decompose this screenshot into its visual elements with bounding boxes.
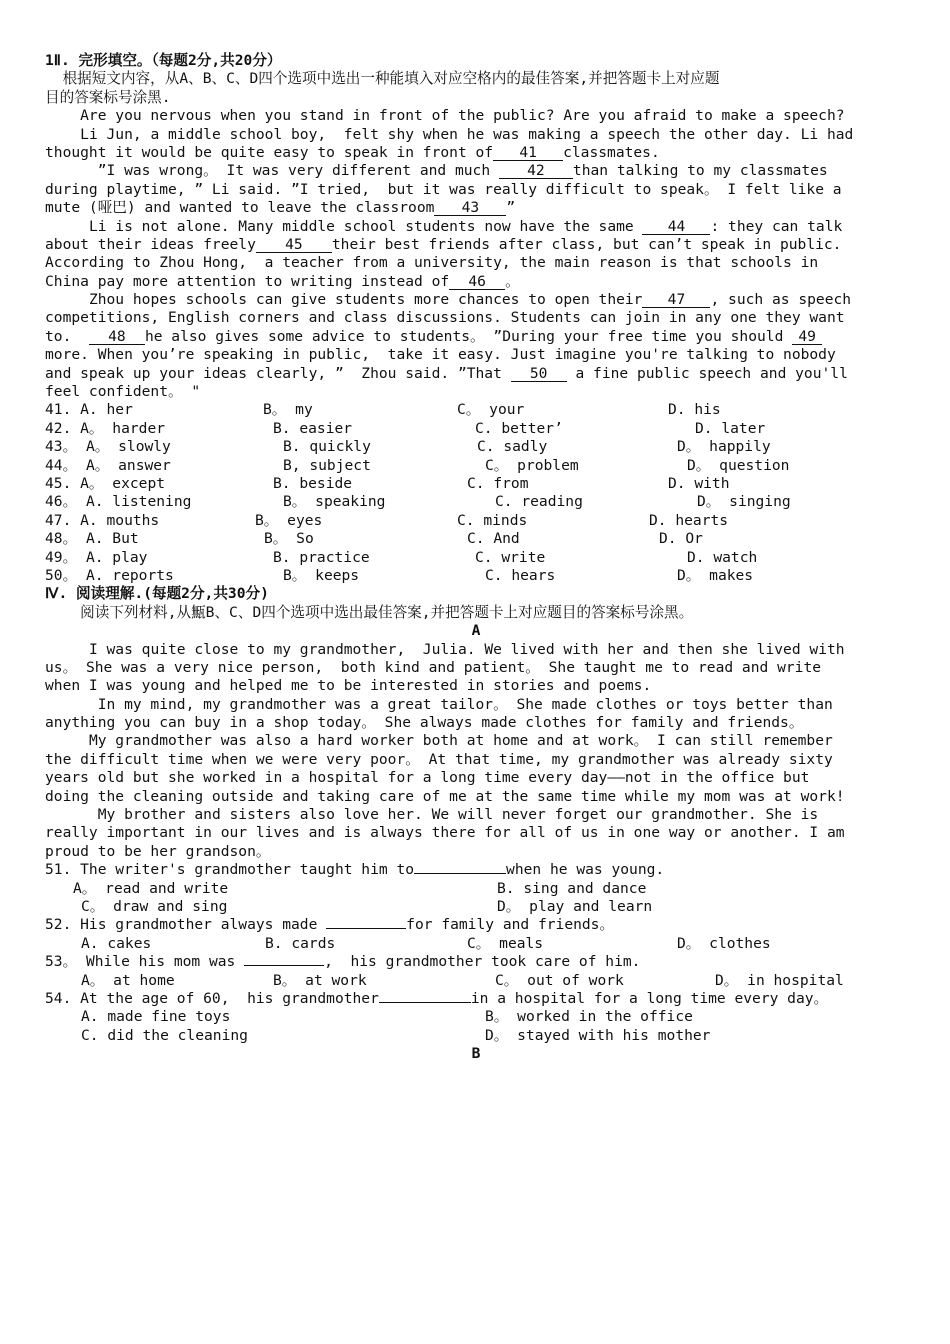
cloze-paragraph-4-line-2: about their ideas freely 45 their best friends after class, but can’t speak in public.: [45, 235, 842, 253]
passage-a-para-4-line-1: My brother and sisters also love her. We will never forget our grandmother. She is: [97, 806, 819, 824]
reading-heading: Ⅳ. 阅读理解.(每题2分,共30分): [45, 585, 269, 603]
passage-a-para-4-line-3: proud to be her grandson。: [45, 842, 271, 860]
passage-a-para-1-line-2: us。 She was a very nice person, both kind and patient。 She taught me to read and write: [45, 658, 822, 676]
passage-a-para-1-line-3: when I was young and helped me to be interested in stories and poems.: [45, 677, 652, 695]
exam-page: [45, 52, 907, 1063]
cloze-paragraph-4-line-4: China pay more attention to writing instead of 46 。: [45, 272, 520, 290]
cloze-paragraph-3-line-2: during playtime, ” Li said. ”I tried, but it was really difficult to speak。 I felt like a: [45, 180, 842, 198]
blank-43: 43: [434, 200, 506, 216]
cloze-paragraph-5-line-4: more. When you’re speaking in public, take it easy. Just imagine you're talking to nobody: [45, 346, 836, 364]
question-54: 54. At the age of 60, his grandmother in a hospital for a long time every day。: [45, 989, 829, 1007]
question-51: 51. The writer's grandmother taught him to when he was young.: [45, 861, 665, 879]
cloze-paragraph-3-line-3: mute (哑巴) and wanted to leave the classroom 43 ”: [45, 199, 516, 217]
section-a-label: A: [471, 622, 481, 640]
cloze-paragraph-5-line-1: Zhou hopes schools can give students more chances to open their 47 , such as speech: [88, 291, 852, 309]
passage-a-para-3-line-2: the difficult time when we were very poor。 At that time, my grandmother was already sixty: [45, 750, 833, 768]
reading-instruction: 阅读下列材料,从甒B、C、D四个选项中选出最佳答案,并把答题卡上对应题目的答案标号涂黑。: [45, 603, 694, 621]
option-row-50: 50。 A. reports B。 keeps C. hears D。 makes: [45, 566, 754, 584]
question-54-options-row-2: C. did the cleaning D。 stayed with his mother: [81, 1026, 711, 1044]
question-54-options-row-1: A. made fine toys B。 worked in the office: [81, 1008, 693, 1026]
cloze-paragraph-5-line-6: feel confident。 ": [45, 383, 201, 401]
option-row-49: 49。 A. play B. practice C. write D. watch: [45, 548, 758, 566]
blank-50: 50: [511, 366, 567, 382]
option-row-46: 46。 A. listening B。 speaking C. reading D。 singing: [45, 493, 791, 511]
option-row-42: 42. A。 harder B. easier C. better’ D. later: [45, 419, 766, 437]
blank-51: [414, 873, 506, 874]
blank-46: 46: [449, 274, 505, 290]
cloze-paragraph-2-line-1: Li Jun, a middle school boy, felt shy when he was making a speech the other day. Li had: [80, 125, 854, 143]
blank-52: [326, 928, 406, 929]
option-row-45: 45. A。 except B. beside C. from D. with: [45, 474, 730, 492]
blank-49: 49: [792, 329, 822, 345]
option-row-41: 41. A. her B。 my C。 your D. his: [45, 401, 721, 419]
blank-54: [379, 1002, 471, 1003]
cloze-heading: 1Ⅱ. 完形填空。（每题2分,共20分）: [45, 52, 282, 69]
section-b-label: B: [471, 1045, 481, 1063]
blank-48: 48: [89, 329, 145, 345]
passage-a-para-3-line-1: My grandmother was also a hard worker both at home and at work。 I can still remember: [88, 732, 833, 750]
cloze-paragraph-4-line-3: According to Zhou Hong, a teacher from a university, the main reason is that schools in: [45, 254, 819, 272]
passage-a-para-3-line-3: years old but she worked in a hospital for a long time every day——not in the office but: [45, 769, 810, 787]
question-51-options-row-2: C。 draw and sing D。 play and learn: [81, 897, 653, 915]
passage-a-para-2-line-1: In my mind, my grandmother was a great tailor。 She made clothes or toys better than: [97, 695, 833, 713]
question-52: 52. His grandmother always made for family and friends。: [45, 916, 615, 934]
cloze-paragraph-5-line-5: and speak up your ideas clearly, ” Zhou said. ”That 50 a fine public speech and you'll: [45, 364, 848, 382]
passage-a-para-4-line-2: really important in our lives and is always there for all of us in one way or another. I am: [45, 824, 845, 842]
passage-a-para-3-line-4: doing the cleaning outside and taking care of me at the same time while my mom was at work!: [45, 787, 845, 805]
cloze-instruction-line-1: 根据短文内容，从A、B、C、D四个选项中选出一种能填入对应空格内的最佳答案,并把答题卡上对应题: [45, 70, 720, 88]
cloze-paragraph-2-line-2: thought it would be quite easy to speak in front of 41 classmates.: [45, 143, 660, 161]
blank-47: 47: [642, 292, 710, 308]
option-row-48: 48。 A. But B。 So C. And D. Or: [45, 530, 703, 548]
cloze-paragraph-5-line-3: to. 48 he also gives some advice to students。 ”During your free time you should 49: [45, 328, 907, 346]
option-row-44: 44。 A。 answer B, subject C。 problem D。 question: [45, 456, 790, 474]
option-row-47: 47. A. mouths B。 eyes C. minds D. hearts: [45, 511, 729, 529]
blank-41: 41: [493, 145, 563, 161]
question-53: 53。 While his mom was , his grandmother took care of him.: [45, 953, 641, 971]
question-51-options-row-1: A。 read and write B. sing and dance: [73, 879, 647, 897]
passage-a-para-1-line-1: I was quite close to my grandmother, Julia. We lived with her and then she lived with: [88, 640, 845, 658]
blank-53: [244, 965, 324, 966]
blank-44: 44: [642, 219, 710, 235]
blank-42: 42: [499, 163, 573, 179]
cloze-paragraph-4-line-1: Li is not alone. Many middle school students now have the same 44 : they can talk: [88, 217, 843, 235]
passage-a-para-2-line-2: anything you can buy in a shop today。 She always made clothes for family and friends。: [45, 714, 804, 732]
cloze-paragraph-5-line-2: competitions, English corners and class discussions. Students can join in any one they want: [45, 309, 845, 327]
cloze-paragraph-1: Are you nervous when you stand in front of the public? Are you afraid to make a speech?: [45, 107, 845, 125]
option-row-43: 43。 A。 slowly B. quickly C. sadly D。 happily: [45, 438, 771, 456]
question-52-options: A. cakes B. cards C。 meals D。 clothes: [81, 934, 771, 952]
cloze-paragraph-3-line-1: ”I was wrong。 It was very different and much 42 than talking to my classmates: [97, 162, 828, 180]
cloze-instruction-line-2: 目的答案标号涂黑.: [45, 88, 171, 106]
cloze-options: [45, 401, 907, 585]
blank-45: 45: [256, 237, 332, 253]
question-53-options: A。 at home B。 at work C。 out of work D。 in hospital: [81, 971, 844, 989]
